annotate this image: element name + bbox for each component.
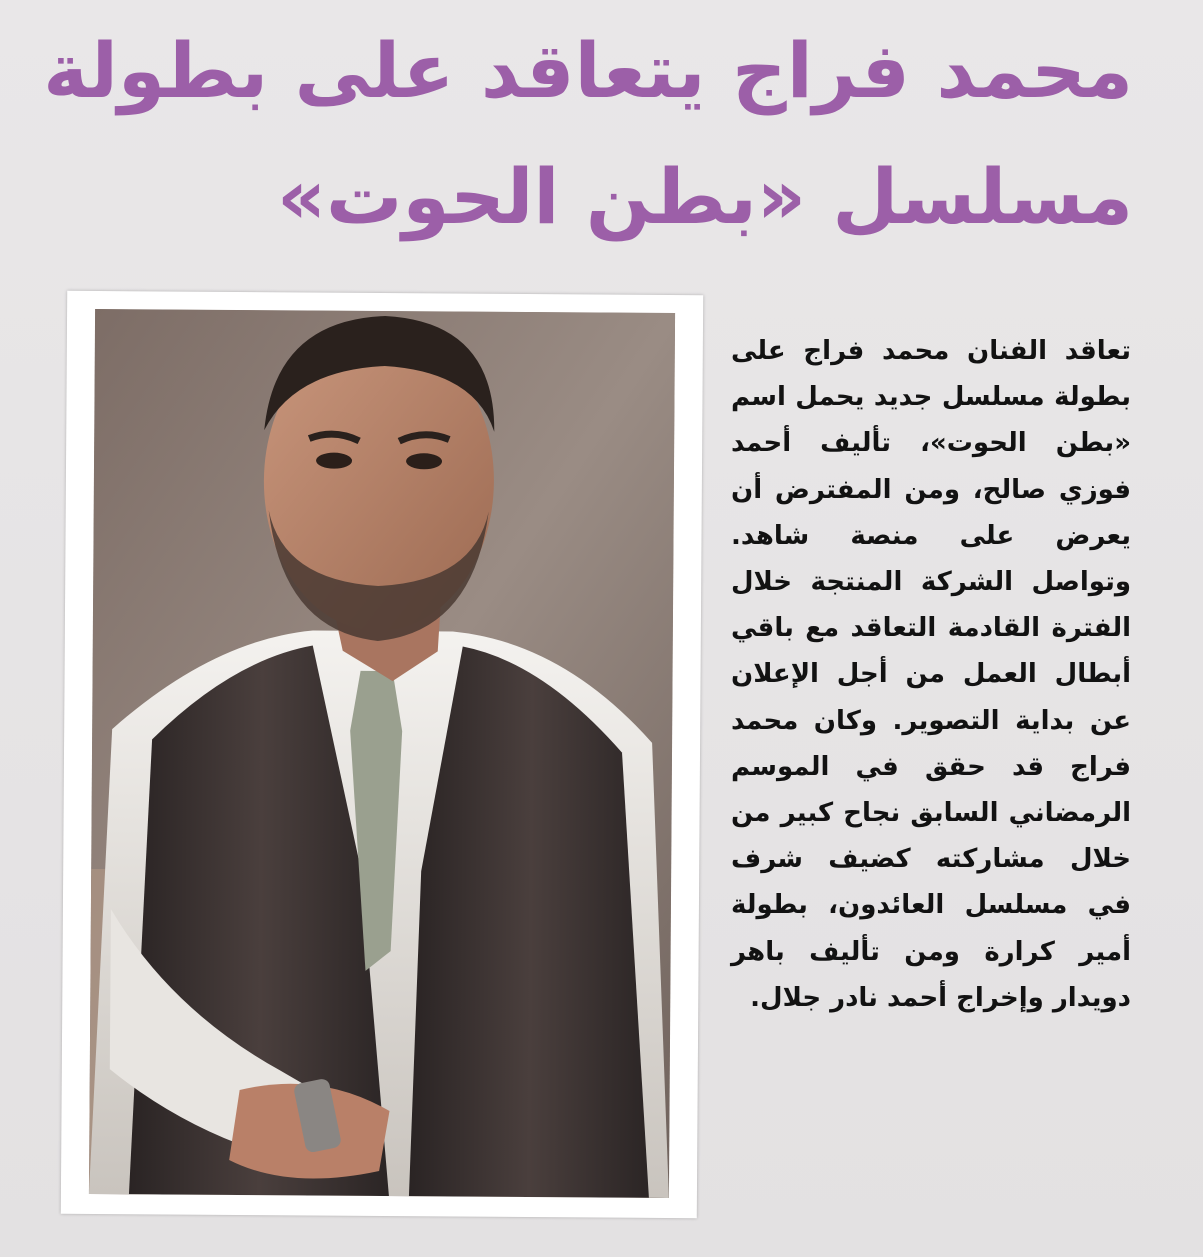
article-body: تعاقد الفنان محمد فراج على بطولة مسلسل جديد يحمل اسم «بطن الحوت»، تأليف أحمد فوزي صالح، ومن المفترض أن يعرض على منصة شاهد. وتواصل الشركة المنتجة خلال الفترة القادمة التعاقد مع باقي أبطال العمل من أجل الإعلان عن بداية التصوير. وكان محمد فراج قد حقق في الموسم الرمضاني السابق نجاح كبير من خلال مشاركته كضيف شرف في مسلسل العائدون، بطولة أمير كرارة ومن تأليف باهر دويدار وإخراج أحمد نادر جلال.: [731, 336, 1131, 1013]
article-headline: [43, 8, 1133, 260]
photo-frame: [61, 291, 703, 1218]
headline-line-2: مسلسل «بطن الحوت»: [276, 152, 1133, 241]
portrait-illustration: [89, 309, 675, 1198]
article-photo: [89, 309, 675, 1198]
headline-line-1: محمد فراج يتعاقد على بطولة: [43, 26, 1133, 115]
